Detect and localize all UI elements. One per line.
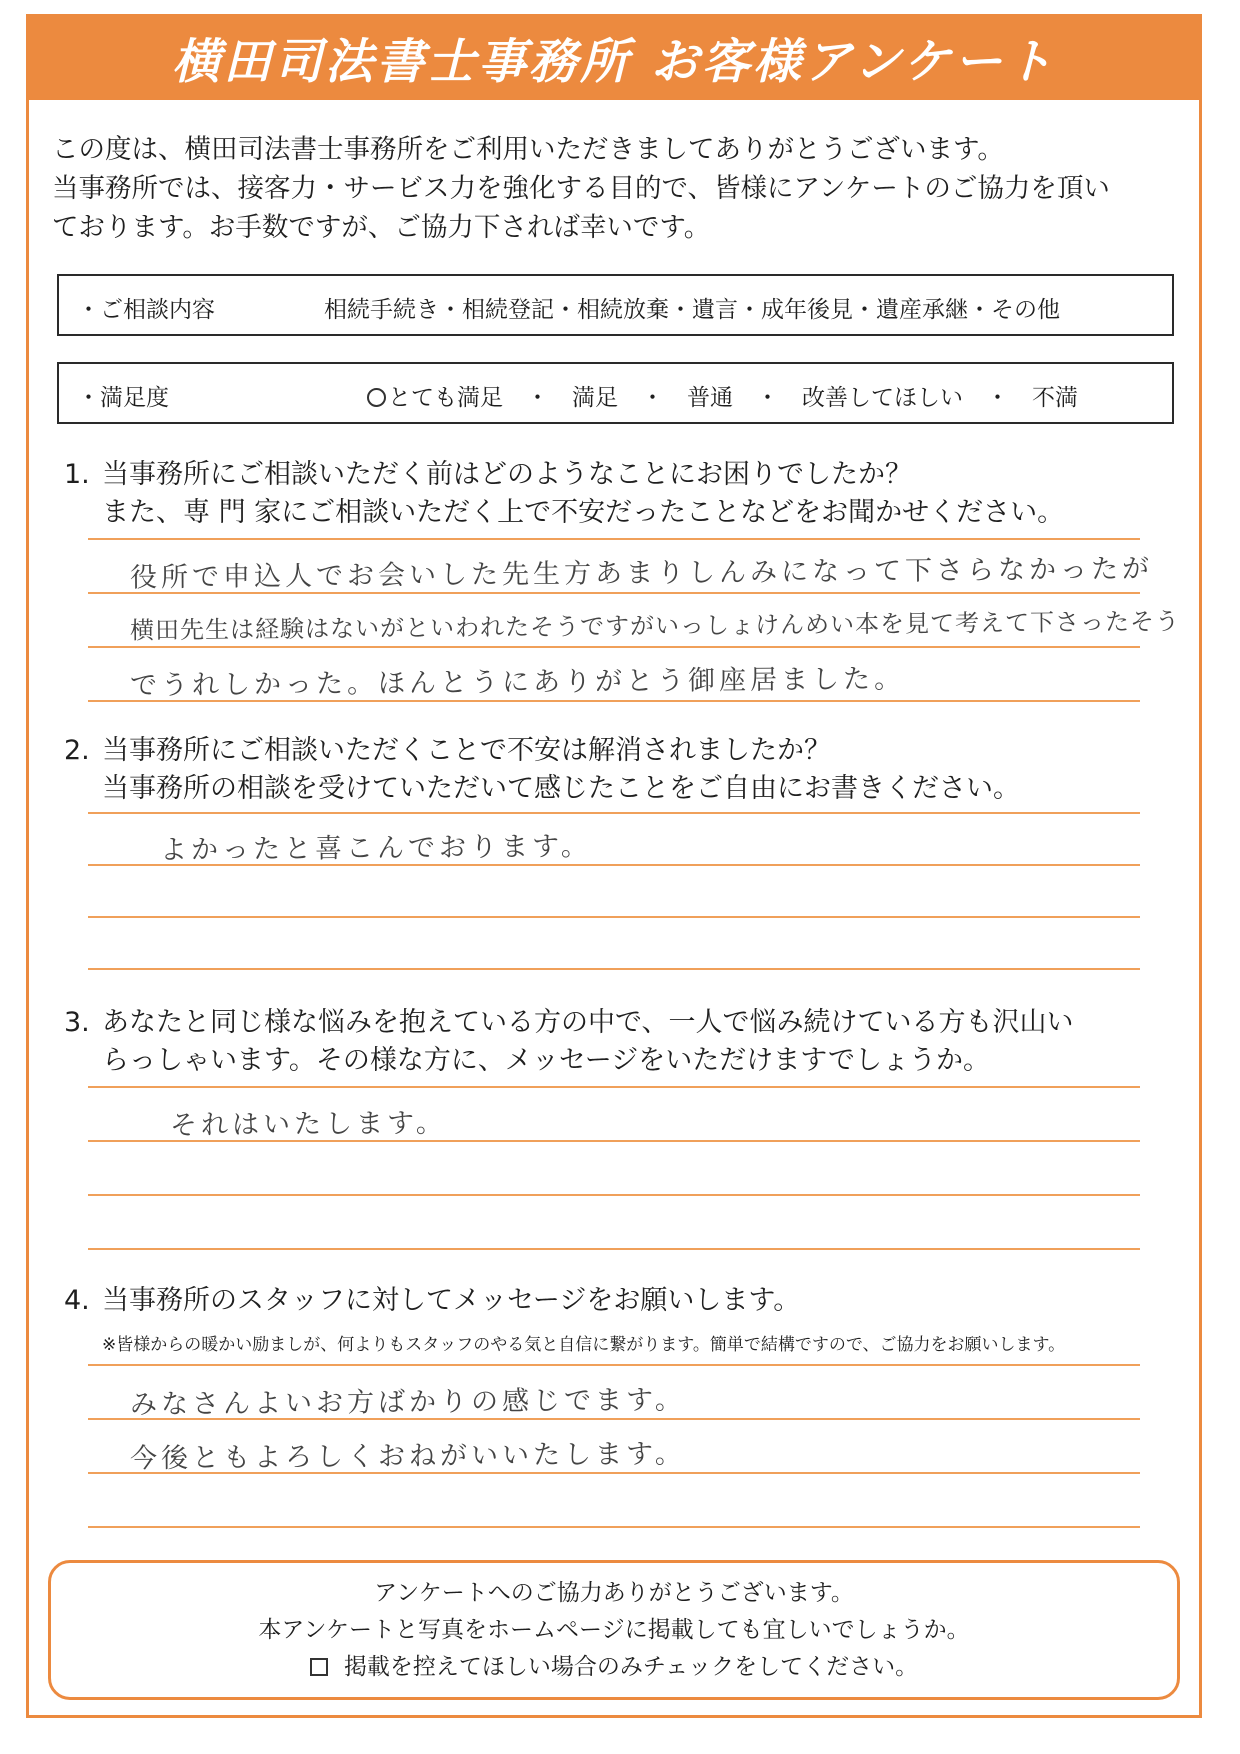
answer-line [88,968,1140,970]
question-number: 1. [64,459,90,490]
question-text: 当事務所の相談を受けていただいて感じたことをご自由にお書きください。 [102,773,1020,804]
consultation-box [57,274,1174,336]
opt-out-label: 掲載を控えてほしい場合のみチェックをしてください。 [343,1654,919,1680]
question-number: 4. [64,1285,90,1316]
question-4 [64,1282,1144,1320]
satisfaction-box [57,362,1174,424]
satisfaction-options[interactable]: とても満足 ・ 満足 ・ 普通 ・ 改善してほしい ・ 不満 [388,385,1078,411]
answer-line [88,1086,1140,1088]
question-text: 当事務所にご相談いただくことで不安は解消されましたか？ [102,735,831,766]
handwritten-answer[interactable]: よかったと喜こんでおります。 [159,831,592,866]
page-title: 横田司法書士事務所 お客様アンケート [172,33,1056,90]
handwritten-answer[interactable]: 役所で申込人でお会いした先生方あまりしんみになって下さらなかったが [129,553,1154,594]
answer-line [88,1248,1140,1250]
answer-line [88,1526,1140,1528]
consultation-label: ・ご相談内容 [77,297,215,323]
intro-line: この度は、横田司法書士事務所をご利用いただきましてありがとうございます。 [52,134,1004,165]
handwritten-answer[interactable]: 今後ともよろしくおねがいいたします。 [129,1438,686,1475]
answer-line [88,1194,1140,1196]
intro-text [52,130,1192,247]
intro-line: 当事務所では、接客力・サービス力を強化する目的で、皆様にアンケートのご協力を頂い [52,173,1110,204]
opt-out-checkbox[interactable] [310,1658,328,1676]
question-text: らっしゃいます。その様な方に、メッセージをいただけますでしょうか。 [102,1045,991,1076]
closing-box [48,1560,1180,1700]
question-2 [64,732,1144,808]
handwritten-answer[interactable]: みなさんよいお方ばかりの感じでます。 [129,1384,686,1421]
title-bar [26,14,1202,100]
question-text: あなたと同じ様な悩みを抱えている方の中で、一人で悩み続けている方も沢山い [102,1007,1074,1038]
handwritten-answer[interactable]: それはいたします。 [169,1107,447,1142]
handwritten-answer[interactable]: 横田先生は経験はないがといわれたそうですがいっしょけんめい本を見て考えて下さったそう [129,607,1181,645]
question-1 [64,456,1144,532]
question-text: 当事務所にご相談いただく前はどのようなことにお困りでしたか？ [102,459,912,490]
question-note: ※皆様からの暖かい励ましが、何よりもスタッフのやる気と自信に繋がります。簡単で結構ですので、ご協力をお願いします。 [102,1335,1066,1355]
answer-line [88,646,1140,648]
selected-circle-icon [367,388,386,407]
opt-out-row[interactable] [51,1649,1177,1686]
handwritten-answer[interactable]: でうれしかった。ほんとうにありがとう御座居ました。 [129,663,906,702]
answer-line [88,812,1140,814]
answer-line [88,916,1140,918]
satisfaction-options-group[interactable] [367,379,1078,412]
question-3 [64,1004,1144,1080]
answer-line [88,1364,1140,1366]
satisfaction-label: ・満足度 [77,385,169,411]
closing-thanks: アンケートへのご協力ありがとうございます。 [374,1580,854,1606]
intro-line: ております。お手数ですが、ご協力下されば幸いです。 [52,212,711,243]
question-text: 当事務所のスタッフに対してメッセージをお願いします。 [102,1285,801,1316]
question-text: また、専 門 家にご相談いただく上で不安だったことなどをお聞かせください。 [102,497,1065,528]
question-number: 3. [64,1007,90,1038]
consultation-options[interactable]: 相続手続き・相続登記・相続放棄・遺言・成年後見・遺産承継・その他 [324,297,1060,323]
closing-question: 本アンケートと写真をホームページに掲載しても宜しいでしょうか。 [258,1617,970,1643]
question-number: 2. [64,735,90,766]
answer-line [88,538,1140,540]
